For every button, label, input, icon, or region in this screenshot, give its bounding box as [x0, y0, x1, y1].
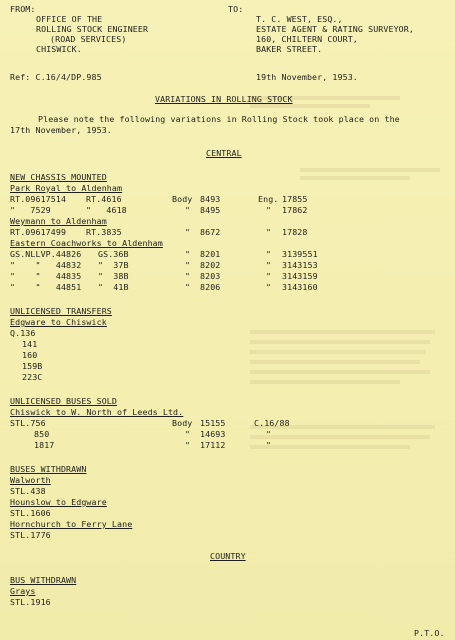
from-line-4: CHISWICK.: [36, 44, 82, 54]
from-line-1: OFFICE OF THE: [36, 14, 103, 24]
list-item: Q.136: [10, 328, 36, 338]
from-label: FROM:: [10, 4, 36, 14]
to-label: TO:: [228, 4, 244, 14]
to-line-2: ESTATE AGENT & RATING SURVEYOR,: [256, 24, 414, 34]
list-item: 141: [22, 339, 38, 349]
section-central: CENTRAL: [206, 148, 242, 158]
route-hornchurch-ferry-lane: Hornchurch to Ferry Lane: [10, 519, 133, 529]
to-line-1: T. C. WEST, ESQ.,: [256, 14, 343, 24]
please-turn-over: P.T.O.: [414, 628, 445, 638]
intro-line-1: Please note the following variations in Rolling Stock took place on the: [38, 114, 400, 124]
group-title-park-royal: Park Royal to Aldenham: [10, 183, 123, 193]
garage-grays: Grays: [10, 586, 36, 596]
document-page: FROM: OFFICE OF THE ROLLING STOCK ENGINEER (ROAD SERVICES) CHISWICK. TO: T. C. WEST, ESQ., ESTATE AGENT & RATING SURVEYOR, 160, CHILTERN COURT, BAKER STREET. Ref: C.16/4/DP.985 19th November, 1953. VARIATIONS IN ROLLING STOCK Please note the following variations in Rolling Stock took place on the 17th November, 1953. CENTRAL NEW CHASSIS MOUNTED Park Royal to Aldenham RT.09617514 RT.4616 Body 8493 Eng. 17855 " 7529 " 4618 " 8495 " 17862 Weymann to Aldenham RT.09617499 RT.3835 " 8672 " 17828 Eastern Coachworks to Aldenham GS.NLLVP.44826 GS.36B " 8201 " 3139551 " " 44832 " 37B " 8202 " 3143153 " " 44835 " 38B " 8203 " 3143159 " " 44851 " 41B " 8206 " 3143160 UNLICENSED TRANSFERS Edgware to Chiswick Q.136 141 160 159B 223C UNLICENSED BUSES SOLD Chiswick to W. North of Leeds Ltd. STL.756 Body 15155 C.16/88 850 " 14693 " 1817 " 17112 " BUSES WITHDRAWN Walworth STL.438 Hounslow to Edgware STL.1606 Hornchurch to Ferry Lane STL.1776 COUNTRY BUS WITHDRAWN Grays STL.1916 P.T.O.: [0, 0, 455, 640]
unlicensed-transfers-heading: UNLICENSED TRANSFERS: [10, 306, 112, 316]
document-title: VARIATIONS IN ROLLING STOCK: [155, 94, 293, 104]
list-item: STL.1776: [10, 530, 51, 540]
bus-withdrawn-heading: BUS WITHDRAWN: [10, 575, 77, 585]
buses-sold-route: Chiswick to W. North of Leeds Ltd.: [10, 407, 184, 417]
reference: Ref: C.16/4/DP.985: [10, 72, 102, 82]
intro-line-2: 17th November, 1953.: [10, 125, 112, 135]
group-title-eastern-coachworks: Eastern Coachworks to Aldenham: [10, 238, 163, 248]
letter-date: 19th November, 1953.: [256, 72, 358, 82]
list-item: 159B: [22, 361, 43, 371]
from-line-2: ROLLING STOCK ENGINEER: [36, 24, 149, 34]
buses-withdrawn-heading: BUSES WITHDRAWN: [10, 464, 87, 474]
unlicensed-buses-sold-heading: UNLICENSED BUSES SOLD: [10, 396, 117, 406]
new-chassis-heading: NEW CHASSIS MOUNTED: [10, 172, 107, 182]
list-item: STL.1606: [10, 508, 51, 518]
to-line-4: BAKER STREET.: [256, 44, 323, 54]
unlicensed-transfers-route: Edgware to Chiswick: [10, 317, 107, 327]
list-item: STL.1916: [10, 597, 51, 607]
garage-walworth: Walworth: [10, 475, 51, 485]
list-item: 223C: [22, 372, 43, 382]
route-hounslow-edgware: Hounslow to Edgware: [10, 497, 107, 507]
list-item: STL.438: [10, 486, 46, 496]
list-item: 160: [22, 350, 38, 360]
from-line-3: (ROAD SERVICES): [50, 34, 127, 44]
to-line-3: 160, CHILTERN COURT,: [256, 34, 358, 44]
section-country: COUNTRY: [210, 551, 246, 561]
group-title-weymann: Weymann to Aldenham: [10, 216, 107, 226]
